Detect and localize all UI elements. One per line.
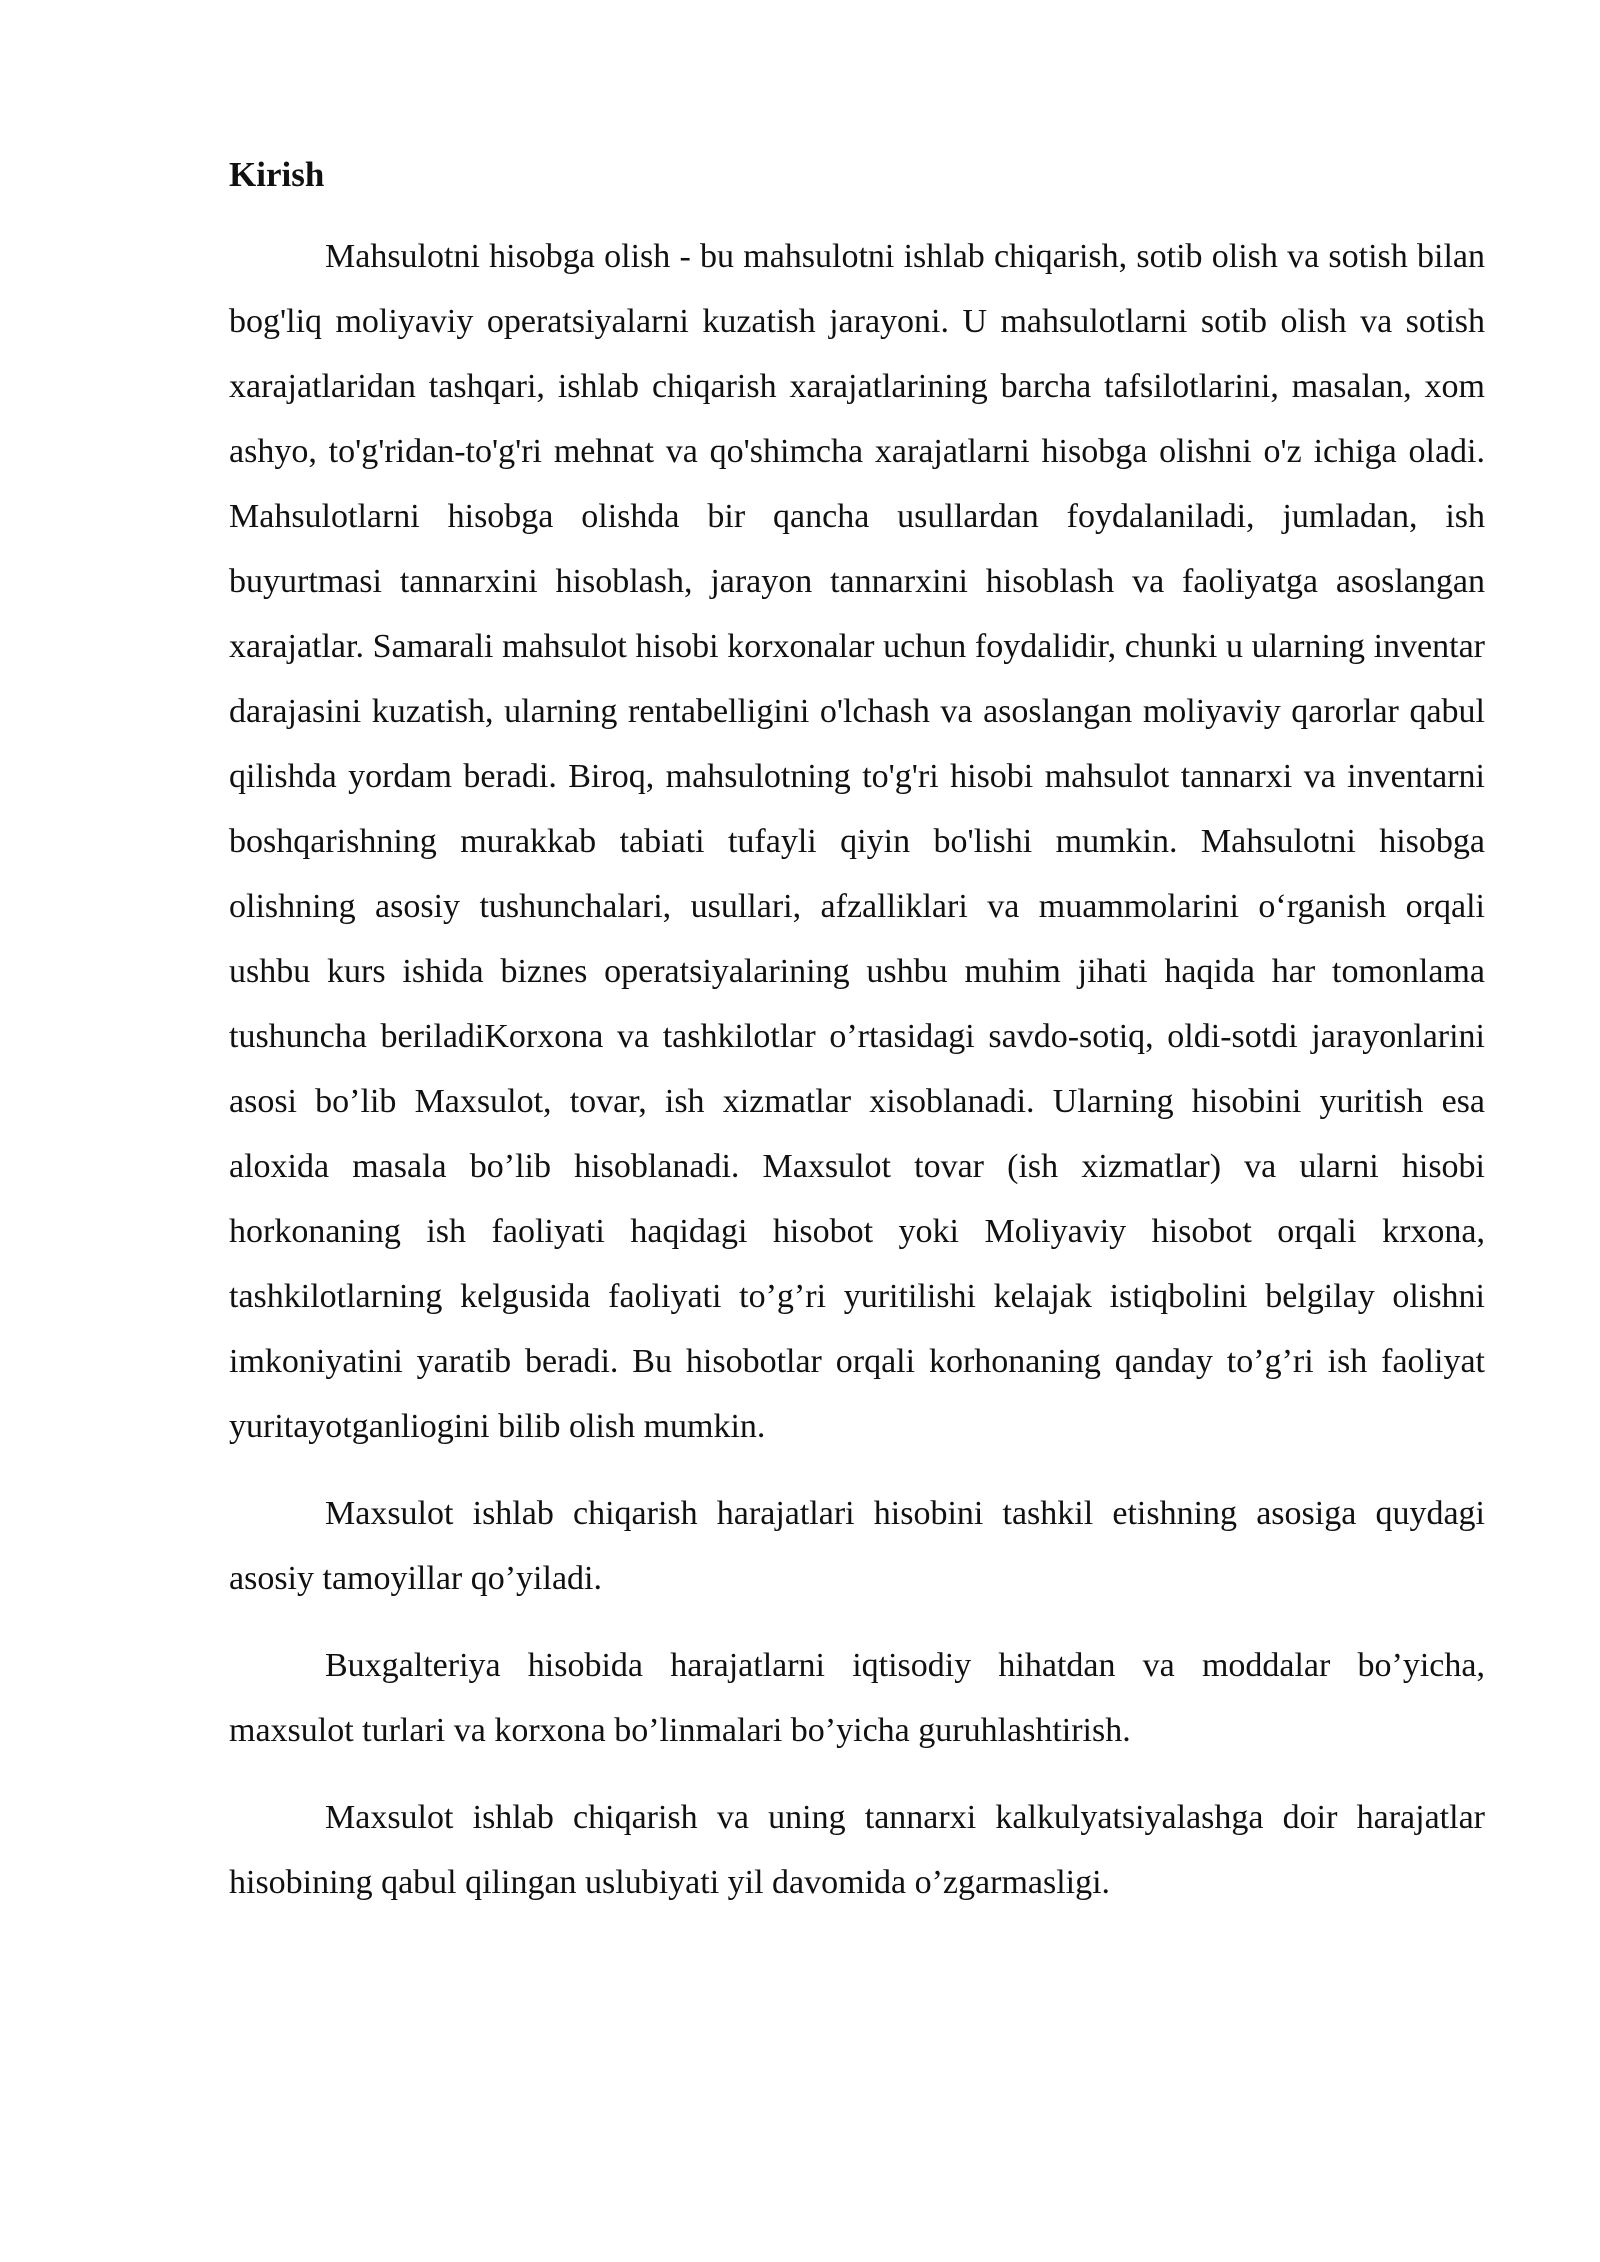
- paragraph-methodology: Maxsulot ishlab chiqarish va uning tannarxi kalkulyatsiyalashga doir harajatlar hisobining qabul qilingan uslubiyati yil davomida o’zgarmasligi.: [229, 1799, 1485, 1901]
- section-heading: Kirish: [229, 155, 325, 194]
- paragraph-intro: Mahsulotni hisobga olish - bu mahsulotni ishlab chiqarish, sotib olish va sotish bilan bog'liq moliyaviy operatsiyalarni kuzatish jarayoni. U mahsulotlarni sotib olish va sotish xarajatlaridan tashqari, ishlab chiqarish xarajatlarining barcha tafsilotlarini, masalan, xom ashyo, to'g'ridan-to'g'ri mehnat va qo'shimcha xarajatlarni hisobga olishni o'z ichiga oladi. Mahsulotlarni hisobga olishda bir qancha usullardan foydalaniladi, jumladan, ish buyurtmasi tannarxini hisoblash, jarayon tannarxini hisoblash va faoliyatga asoslangan xarajatlar. Samarali mahsulot hisobi korxonalar uchun foydalidir, chunki u ularning inventar darajasini kuzatish, ularning rentabelligini o'lchash va asoslangan moliyaviy qarorlar qabul qilishda yordam beradi. Biroq, mahsulotning to'g'ri hisobi mahsulot tannarxi va inventarni boshqarishning murakkab tabiati tufayli qiyin bo'lishi mumkin. Mahsulotni hisobga olishning asosiy tushunchalari, usullari, afzalliklari va muammolarini o‘rganish orqali ushbu kurs ishida biznes operatsiyalarining ushbu muhim jihati haqida har tomonlama tushuncha beriladiKorxona va tashkilotlar o’rtasidagi savdo-sotiq, oldi-sotdi jarayonlarini asosi bo’lib Maxsulot, tovar, ish xizmatlar xisoblanadi. Ularning hisobini yuritish esa aloxida masala bo’lib hisoblanadi. Maxsulot tovar (ish xizmatlar) va ularni hisobi horkonaning ish faoliyati haqidagi hisobot yoki Moliyaviy hisobot orqali krxona, tashkilotlarning kelgusida faoliyati to’g’ri yuritilishi kelajak istiqbolini belgilay olishni imkoniyatini yaratib beradi. Bu hisobotlar orqali korhonaning qanday to’g’ri ish faoliyat yuritayotganliogini bilib olish mumkin.: [229, 238, 1485, 1445]
- paragraph-grouping: Buxgalteriya hisobida harajatlarni iqtisodiy hihatdan va moddalar bo’yicha, maxsulot turlari va korxona bo’linmalari bo’yicha guruhlashtirish.: [229, 1647, 1485, 1749]
- paragraph-principles: Maxsulot ishlab chiqarish harajatlari hisobini tashkil etishning asosiga quydagi asosiy tamoyillar qo’yiladi.: [229, 1495, 1485, 1597]
- document-page: [229, 148, 1485, 1937]
